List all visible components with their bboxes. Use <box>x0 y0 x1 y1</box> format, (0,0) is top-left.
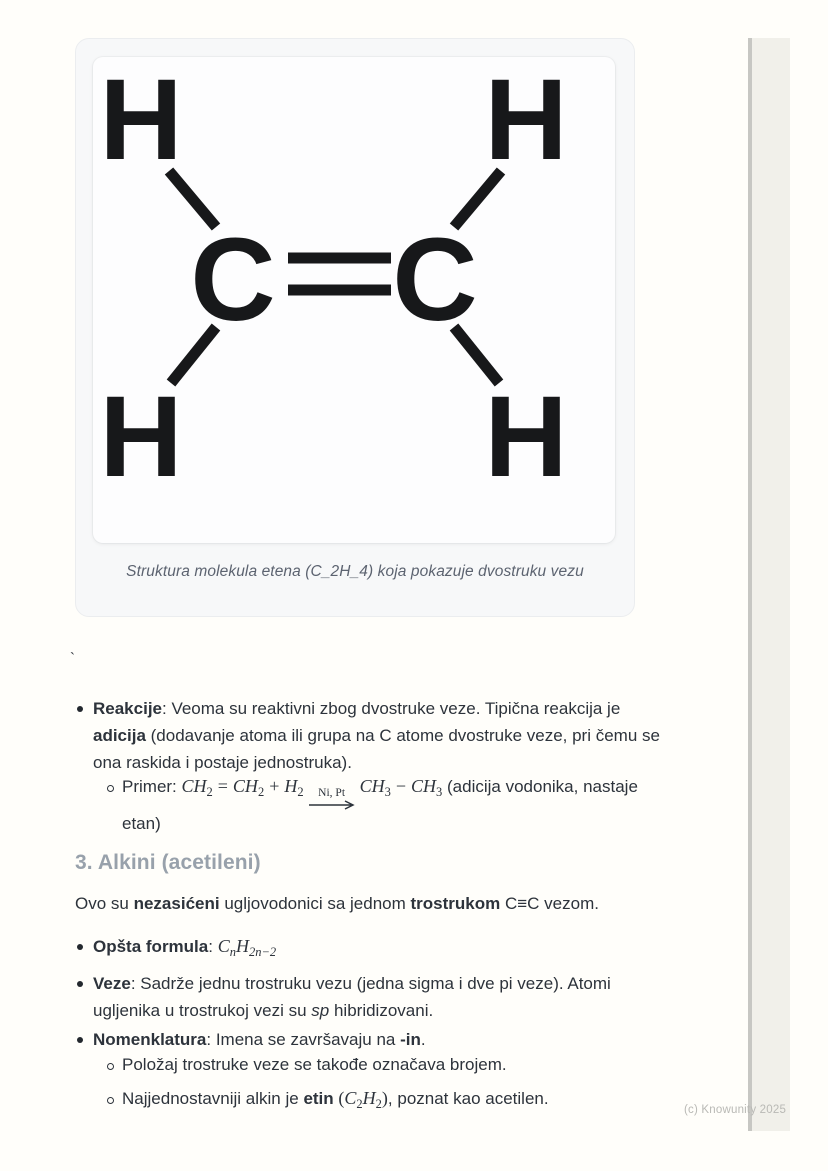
ethene-structure-diagram <box>93 57 615 543</box>
list-item-opsta-formula <box>75 933 735 960</box>
formula-ch3-b: CH <box>411 776 437 796</box>
intro-bold-trostrukom: trostrukom <box>410 894 501 913</box>
scrollbar-thumb[interactable] <box>748 38 752 1131</box>
formula-ch3-a: CH <box>359 776 385 796</box>
etin-text-1: Najjednostavniji alkin je <box>122 1089 304 1108</box>
formula-ch3-b-sub: 3 <box>436 785 443 799</box>
plus-sign: + <box>269 776 280 796</box>
hydrogen-atom-tr: H <box>484 57 568 184</box>
intro-bold-nezasiceni: nezasićeni <box>133 894 220 913</box>
minus-sign: − <box>395 776 407 796</box>
reakcije-text-3: ona raskida i postaje jednostruka). <box>93 753 352 772</box>
nomenklatura-text-2: . <box>420 1030 426 1049</box>
sp-hybridization: sp <box>311 1001 330 1020</box>
equals-sign: = <box>217 776 228 796</box>
formula-h2b-sub: 2 <box>375 1097 382 1111</box>
bullet-ring <box>107 785 114 792</box>
formula-ch2-b: CH <box>232 776 258 796</box>
reakcije-label: Reakcije <box>93 699 162 718</box>
veze-label: Veze <box>93 974 131 993</box>
bullet-dot <box>77 981 83 987</box>
bullet-dot <box>77 706 83 712</box>
primer-equation-line <box>122 769 765 810</box>
opsta-line <box>93 933 735 960</box>
bullet-dot <box>77 944 83 950</box>
nomenklatura-line <box>93 1026 735 1053</box>
list-item-nomenklatura <box>75 1026 735 1053</box>
formula-h-sub: 2n−2 <box>248 945 277 959</box>
list-item-polozaj <box>105 1051 765 1078</box>
formula-ch2-b-sub: 2 <box>257 785 265 799</box>
figure-caption: Struktura molekula etena (C_2H_4) koja pokazuje dvostruku vezu <box>126 563 584 580</box>
list-item-reakcije <box>75 695 735 776</box>
watermark: (c) Knowunity 2025 <box>684 1104 787 1116</box>
opsta-label: Opšta formula <box>93 937 209 956</box>
formula-h2b: H <box>362 1088 376 1108</box>
paren-open: ( <box>338 1088 345 1108</box>
reakcije-line-2 <box>93 722 735 749</box>
stray-backtick: ` <box>70 650 75 667</box>
polozaj-text: Položaj trostruke veze se takođe označava brojem. <box>122 1055 507 1074</box>
primer-suffix: (adicija vodonika, nastaje <box>442 777 638 796</box>
intro-seg-3: C≡C vezom. <box>500 894 599 913</box>
right-arrow-icon <box>309 800 355 810</box>
section-heading-alkini: 3. Alkini (acetileni) <box>75 851 261 874</box>
suffix-in-label: -in <box>400 1030 421 1049</box>
opsta-sep: : <box>208 937 218 956</box>
reakcije-line-1 <box>93 695 735 722</box>
intro-seg-1: Ovo su <box>75 894 134 913</box>
intro-seg-2: ugljovodonici sa jednom <box>219 894 411 913</box>
formula-c2: C <box>344 1088 357 1108</box>
formula-ch2-a-sub: 2 <box>206 785 213 799</box>
page-edge-strip <box>752 38 790 1131</box>
reakcije-text-1: : Veoma su reaktivni zbog dvostruke veze. Tipična reakcija je <box>162 699 621 718</box>
reakcije-text-2: (dodavanje atoma ili grupa na C atome dvostruke veze, pri čemu se <box>145 726 660 745</box>
general-formula <box>217 936 277 959</box>
veze-text-1: : Sadrže jednu trostruku vezu (jedna sigma i dve pi veze). Atomi <box>130 974 611 993</box>
list-item-etin <box>105 1085 765 1112</box>
etin-text-2: , poznat kao acetilen. <box>387 1089 549 1108</box>
carbon-atom-left: C <box>190 214 276 346</box>
formula-h: H <box>235 936 249 956</box>
etin-label: etin <box>303 1089 334 1108</box>
bullet-ring <box>107 1063 114 1070</box>
adicija-label: adicija <box>93 726 146 745</box>
bullet-ring <box>107 1097 114 1104</box>
reaction-arrow <box>309 788 355 810</box>
hydrogen-atom-br: H <box>484 373 568 501</box>
hydrogen-atom-bl: H <box>99 373 183 501</box>
equation-rhs <box>359 776 443 799</box>
formula-c2-sub: 2 <box>356 1097 363 1111</box>
veze-line-2 <box>93 997 735 1024</box>
polozaj-line <box>122 1051 765 1078</box>
catalyst-label: Ni, Pt <box>318 787 346 799</box>
primer-etan: etan) <box>122 814 161 833</box>
formula-h2-sub: 2 <box>297 785 304 799</box>
formula-ch3-a-sub: 3 <box>384 785 391 799</box>
figure-card <box>75 38 635 617</box>
veze-text-2b: hibridizovani. <box>329 1001 434 1020</box>
bullet-dot <box>77 1037 83 1043</box>
hydrogen-atom-tl: H <box>99 57 183 184</box>
acetylene-formula <box>338 1088 388 1111</box>
etin-line <box>122 1085 765 1112</box>
formula-c: C <box>217 936 230 956</box>
nomenklatura-text-1: : Imena se završavaju na <box>206 1030 401 1049</box>
list-item-primer <box>105 769 765 837</box>
primer-prefix: Primer: <box>122 777 182 796</box>
nomenklatura-label: Nomenklatura <box>93 1030 207 1049</box>
equation-lhs <box>181 776 304 799</box>
intro-paragraph <box>75 890 599 917</box>
primer-line-2 <box>122 810 765 837</box>
veze-line-1 <box>93 970 735 997</box>
paren-close: ) <box>381 1088 388 1108</box>
formula-ch2-a: CH <box>181 776 207 796</box>
molecule-image <box>93 57 615 543</box>
list-item-veze <box>75 970 735 1024</box>
formula-c-sub: n <box>229 945 236 959</box>
formula-h2: H <box>284 776 298 796</box>
veze-text-2a: ugljenika u trostrukoj vezi su <box>93 1001 312 1020</box>
carbon-atom-right: C <box>392 214 478 346</box>
